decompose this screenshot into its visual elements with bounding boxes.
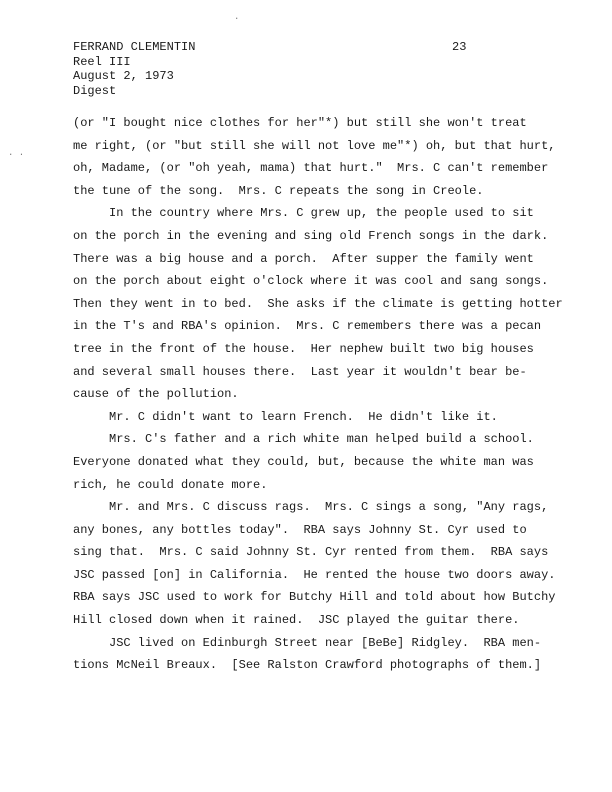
text-line: rich, he could donate more. [73, 477, 268, 492]
text-line: There was a big house and a porch. After supper the family went [73, 251, 534, 266]
scan-speck: · [234, 14, 240, 24]
text-line: in the T's and RBA's opinion. Mrs. C remembers there was a pecan [73, 319, 542, 334]
document-type: Digest [73, 83, 117, 98]
text-line: Mrs. C's father and a rich white man helped build a school. [73, 432, 534, 447]
text-line: sing that. Mrs. C said Johnny St. Cyr rented from them. RBA says [73, 545, 549, 560]
paragraph [73, 406, 573, 429]
reel-label: Reel III [73, 54, 131, 69]
scan-speck: · · [8, 150, 25, 160]
text-line: Everyone donated what they could, but, because the white man was [73, 454, 534, 469]
text-line: any bones, any bottles today". RBA says Johnny St. Cyr used to [73, 522, 527, 537]
paragraph [73, 496, 573, 632]
text-line: and several small houses there. Last year it wouldn't bear be- [73, 364, 527, 379]
paragraph [73, 632, 573, 677]
text-line: me right, (or "but still she will not love me"*) oh, but that hurt, [73, 138, 556, 153]
text-line: In the country where Mrs. C grew up, the people used to sit [73, 206, 534, 221]
text-line: Then they went in to bed. She asks if the climate is getting hotter [73, 296, 563, 311]
text-line: on the porch about eight o'clock where it was cool and sang songs. [73, 274, 549, 289]
digest-body [73, 112, 573, 677]
text-line: RBA says JSC used to work for Butchy Hill and told about how Butchy [73, 590, 556, 605]
text-line: on the porch in the evening and sing old French songs in the dark. [73, 228, 549, 243]
text-line: Mr. and Mrs. C discuss rags. Mrs. C sings a song, "Any rags, [73, 500, 549, 515]
text-line: JSC passed [on] in California. He rented the house two doors away. [73, 567, 556, 582]
text-line: JSC lived on Edinburgh Street near [BeBe] Ridgley. RBA men- [73, 635, 542, 650]
text-line: tions McNeil Breaux. [See Ralston Crawford photographs of them.] [73, 658, 542, 673]
document-header [73, 40, 195, 98]
text-line: the tune of the song. Mrs. C repeats the song in Creole. [73, 183, 484, 198]
text-line: oh, Madame, (or "oh yeah, mama) that hurt." Mrs. C can't remember [73, 161, 549, 176]
page-number: 23 [452, 40, 467, 54]
text-line: (or "I bought nice clothes for her"*) but still she won't treat [73, 116, 527, 130]
text-line: cause of the pollution. [73, 387, 239, 402]
interviewee-name: FERRAND CLEMENTIN [73, 40, 196, 54]
text-line: Mr. C didn't want to learn French. He didn't like it. [73, 409, 498, 424]
text-line: tree in the front of the house. Her nephew built two big houses [73, 341, 534, 356]
paragraph [73, 112, 573, 202]
paragraph [73, 202, 573, 405]
interview-date: August 2, 1973 [73, 69, 174, 83]
text-line: Hill closed down when it rained. JSC played the guitar there. [73, 613, 520, 628]
paragraph [73, 428, 573, 496]
